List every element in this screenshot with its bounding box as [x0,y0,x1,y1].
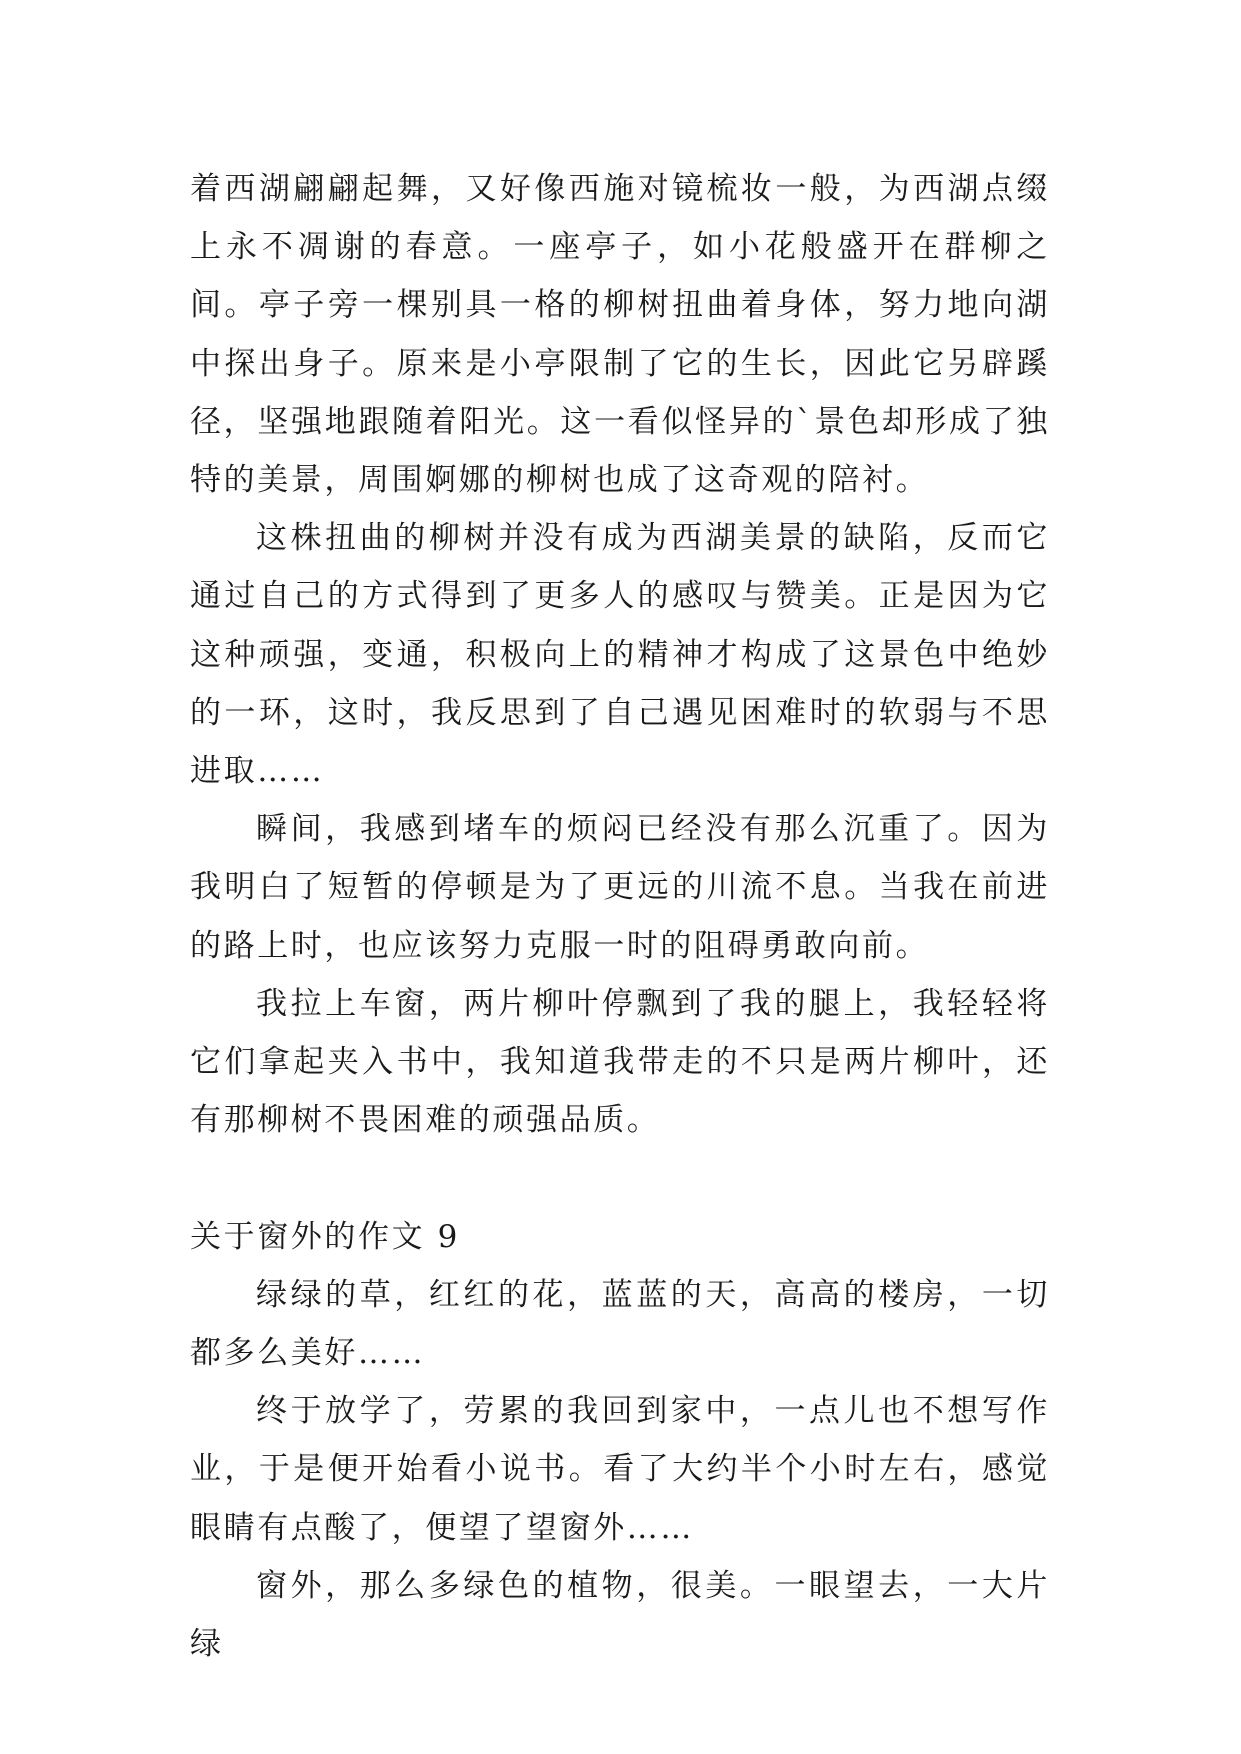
paragraph-7: 窗外，那么多绿色的植物，很美。一眼望去，一大片绿 [190,1567,1050,1663]
paragraph-5: 绿绿的草，红红的花，蓝蓝的天，高高的楼房，一切都多么美好…… [190,1276,1050,1372]
paragraph-3: 瞬间，我感到堵车的烦闷已经没有那么沉重了。因为我明白了短暂的停顿是为了更远的川流不息。当我在前进的路上时，也应该努力克服一时的阻碍勇敢向前。 [190,811,1050,964]
paragraph-4: 我拉上车窗，两片柳叶停飘到了我的腿上，我轻轻将它们拿起夹入书中，我知道我带走的不只是两片柳叶，还有那柳树不畏困难的顽强品质。 [190,985,1050,1139]
section-heading: 关于窗外的作文 9 [190,1218,460,1255]
section-spacer [190,1149,1050,1207]
essay-body [190,160,1050,1673]
paragraph-6: 终于放学了，劳累的我回到家中，一点儿也不想写作业，于是便开始看小说书。看了大约半个小时左右，感觉眼睛有点酸了，便望了望窗外…… [190,1393,1050,1546]
paragraph-2: 这株扭曲的柳树并没有成为西湖美景的缺陷，反而它通过自己的方式得到了更多人的感叹与赞美。正是因为它这种顽强，变通，积极向上的精神才构成了这景色中绝妙的一环，这时，我反思到了自己遇见困难时的软弱与不思进取…… [190,520,1050,790]
paragraph-1: 着西湖翩翩起舞，又好像西施对镜梳妆一般，为西湖点缀上永不凋谢的春意。一座亭子，如小花般盛开在群柳之间。亭子旁一棵别具一格的柳树扭曲着身体，努力地向湖中探出身子。原来是小亭限制了它的生长，因此它另辟蹊径，坚强地跟随着阳光。这一看似怪异的`景色却形成了独特的美景，周围婀娜的柳树也成了这奇观的陪衬。 [190,171,1050,499]
